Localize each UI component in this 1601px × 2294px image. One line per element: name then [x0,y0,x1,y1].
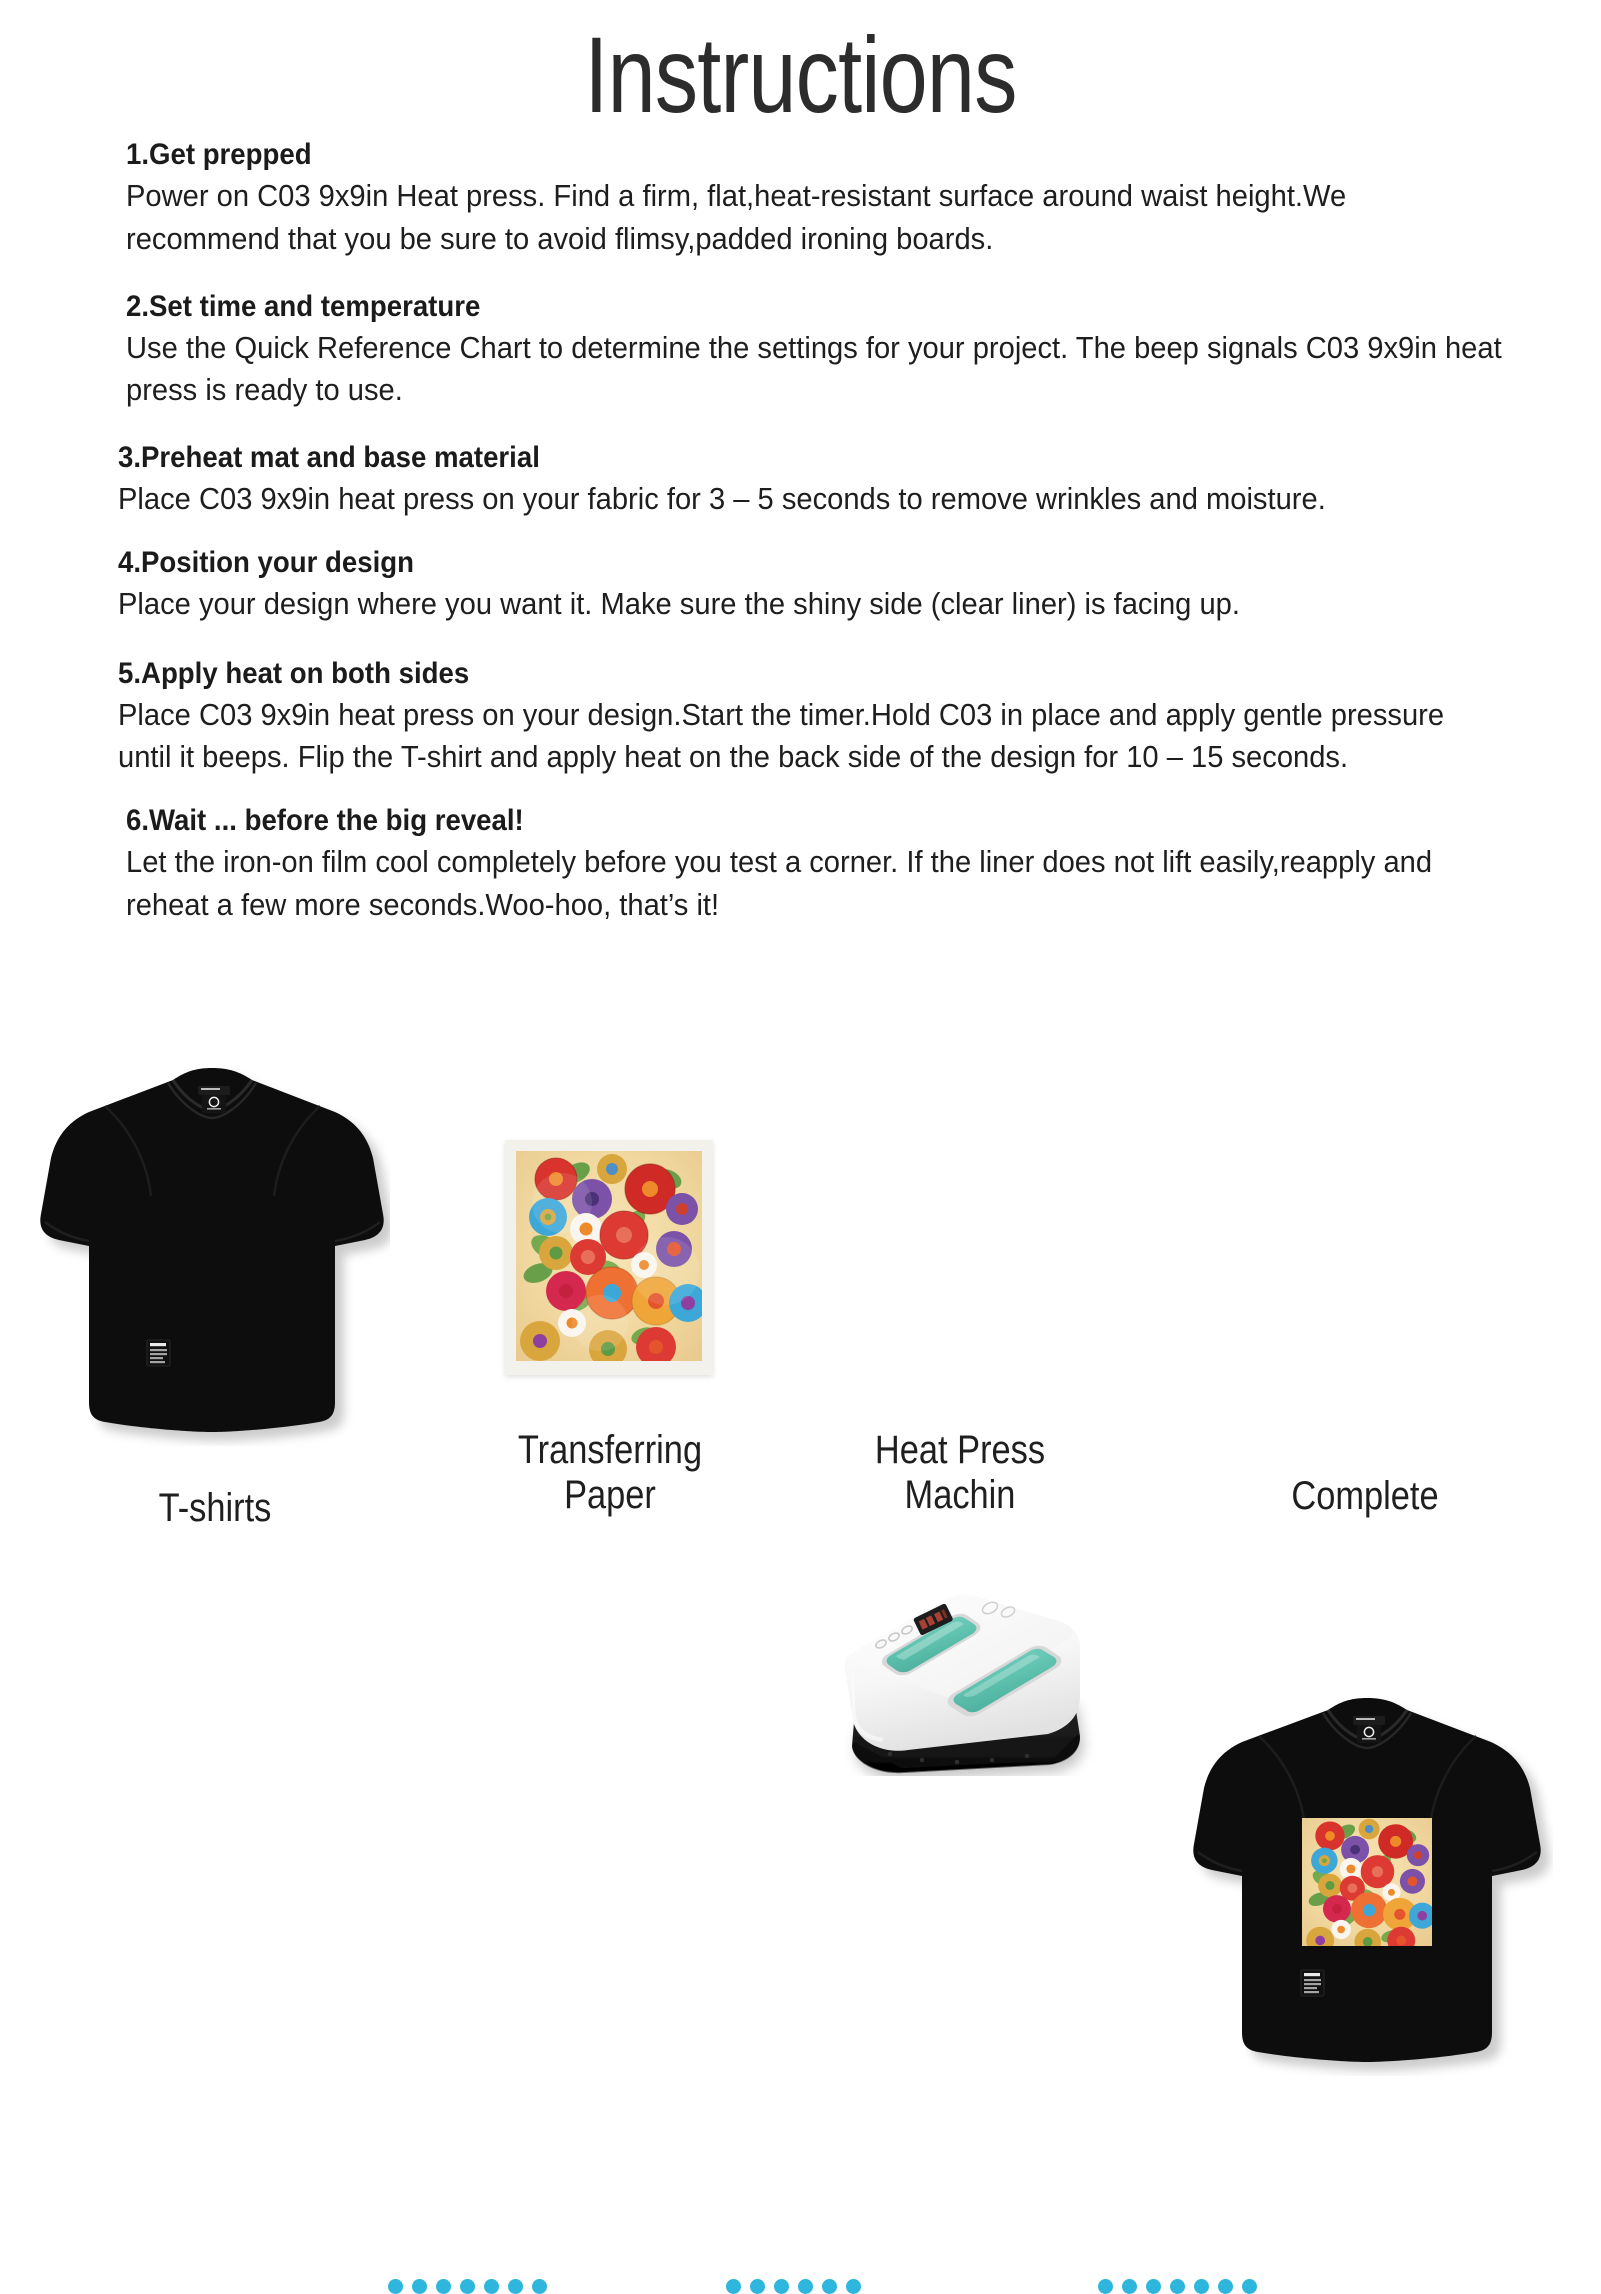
step-heading: 6.Wait ... before the big reveal! [126,803,524,837]
neck-tag [1353,1716,1385,1743]
hem-tag [1301,1970,1324,1996]
instruction-step [118,654,1506,779]
caption-line: Paper [564,1472,656,1517]
step-body: Place C03 9x9in heat press on your design.Start the timer.Hold C03 in place and apply gentle pressure until it beeps. Flip the T-shirt and apply heat on the back side of the design for 10 – 15 seconds. [118,697,1445,775]
instruction-step [118,438,1506,521]
flow-caption-transfer-paper [498,1428,722,1518]
step-heading: 1.Get prepped [126,138,312,172]
flower [520,1321,560,1361]
flow-connector-dots-1 [388,2279,547,2294]
flower [666,1193,698,1225]
flow-step-tshirts [35,1046,390,1446]
flow-connector-dots-3 [1098,2279,1257,2294]
caption-line: Complete [1291,1474,1439,1518]
flow-step-heat-press [812,1546,1102,1776]
instruction-step [118,135,1506,260]
printed-tshirt-icon [1183,1676,1553,2076]
step-body: Place C03 9x9in heat press on your fabric for 3 – 5 seconds to remove wrinkles and moisture. [118,482,1326,517]
flow-caption-heat-press [848,1428,1072,1518]
step-heading: 3.Preheat mat and base material [118,441,540,475]
caption-line: Machin [904,1472,1016,1517]
instruction-step [118,543,1506,626]
step-body: Use the Quick Reference Chart to determine the settings for your project. The beep signals C03 9x9in heat press is ready to use. [126,330,1502,408]
step-body: Place your design where you want it. Make sure the shiny side (clear liner) is facing up. [118,586,1240,621]
flow-connector-dots-2 [726,2279,861,2294]
caption-line: T-shirts [158,1486,272,1530]
step-body: Let the iron-on film cool completely before you test a corner. If the liner does not lift easily,reapply and reheat a few more seconds.Woo-hoo, that’s it! [126,844,1433,922]
heat-press-machine-icon [812,1546,1102,1776]
instruction-step [118,287,1506,412]
instruction-steps [0,131,1601,926]
printed-floral-design [1302,1818,1435,1955]
step-body: Power on C03 9x9in Heat press. Find a firm, flat,heat-resistant surface around waist height.We recommend that you be sure to avoid flimsy,padded ironing boards. [126,179,1347,257]
flow-caption-tshirts [103,1486,327,1531]
transfer-paper-icon [516,1151,702,1361]
flower [597,1154,627,1184]
flower [539,1236,573,1270]
caption-line: Transferring [517,1428,703,1472]
caption-line: Heat Press [874,1428,1046,1472]
step-heading: 5.Apply heat on both sides [118,656,470,690]
flow-step-complete [1183,1676,1553,2076]
process-flow-diagram [0,1036,1601,1619]
hem-tag [147,1340,170,1366]
step-heading: 2.Set time and temperature [126,289,481,323]
flow-step-transfer-paper [505,1140,713,1375]
neck-tag [198,1086,230,1113]
flow-caption-complete [1253,1474,1477,1519]
step-heading: 4.Position your design [118,545,414,579]
instruction-step [118,801,1506,926]
blank-tshirt-icon [35,1046,390,1446]
page-title: Instructions [584,14,1017,135]
